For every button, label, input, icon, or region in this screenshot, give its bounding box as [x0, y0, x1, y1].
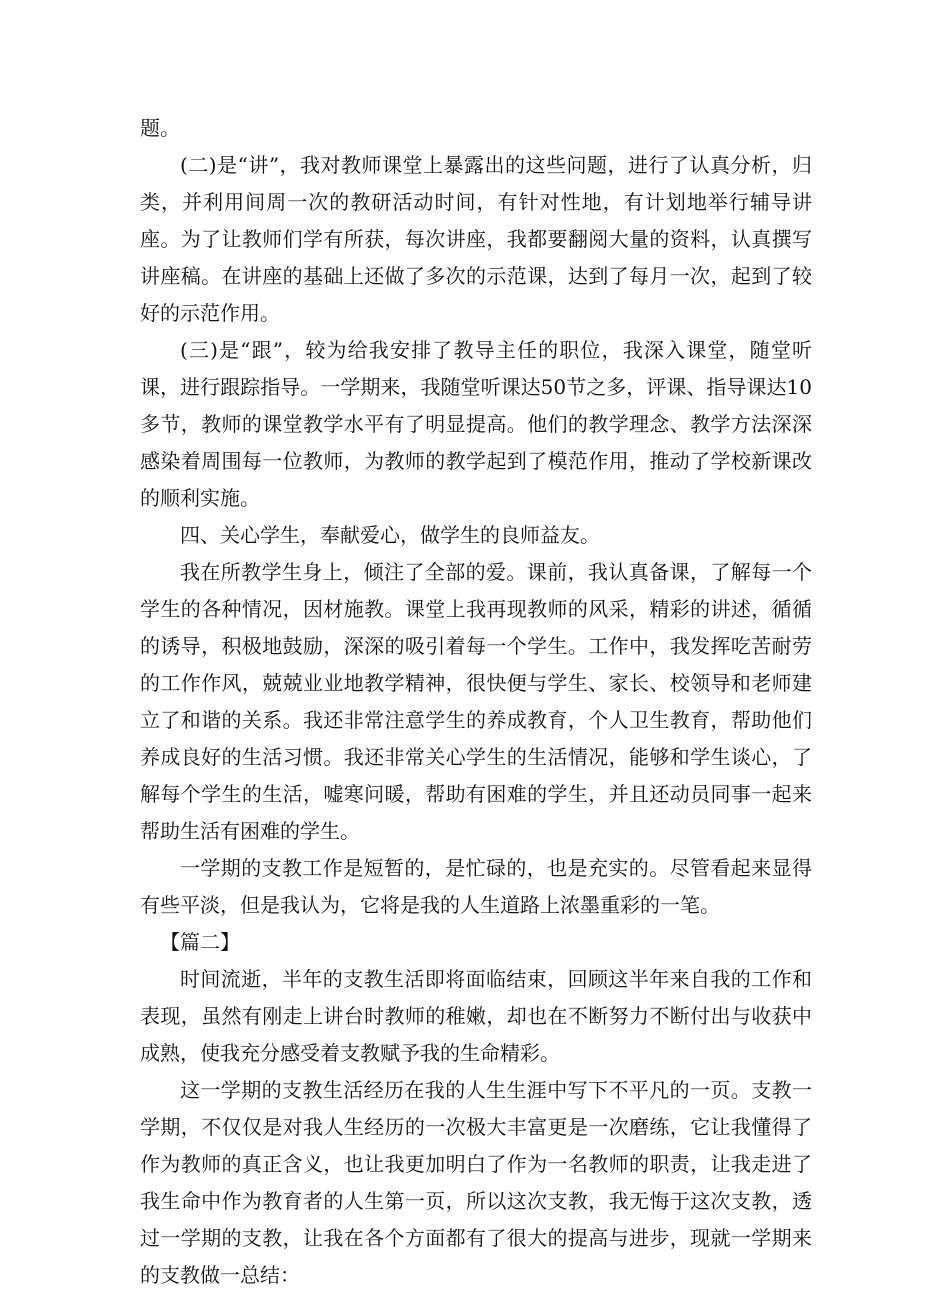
paragraph-semester-experience: 这一学期的支教生活经历在我的人生生涯中写下不平凡的一页。支教一学期，不仅仅是对我人生经历的一次极大丰富更是一次磨练，它让我懂得了作为教师的真正含义，也让我更加明白了作为一名教师的职责，让我走进了我生命中作为教育者的人生第一页，所以这次支教，我无悔于这次支教，透过一学期的支教，让我在各个方面都有了很大的提高与进步，现就一学期来的支教做一总结：: [140, 1078, 812, 1287]
section-heading-care-students: 四、关心学生，奉献爱心，做学生的良师益友。: [180, 523, 600, 547]
paragraph-love-students: 我在所教学生身上，倾注了全部的爱。课前，我认真备课，了解每一个学生的各种情况，因材施教。课堂上我再现教师的风采，精彩的讲述，循循的诱导，积极地鼓励，深深的吸引着每一个学生。工作中，我发挥吃苦耐劳的工作作风，兢兢业业地教学精神，很快便与学生、家长、校领导和老师建立了和谐的关系。我还非常注意学生的养成教育，个人卫生教育，帮助他们养成良好的生活习惯。我还非常关心学生的生活情况，能够和学生谈心，了解每个学生的生活，嘘寒问暖，帮助有困难的学生，并且还动员同事一起来帮助生活有困难的学生。: [140, 560, 812, 843]
paragraph-jiang: (二)是“讲”，我对教师课堂上暴露出的这些问题，进行了认真分析，归类，并利用间周一次的教研活动时间，有针对性地，有计划地举行辅导讲座。为了让教师们学有所获，每次讲座，我都要翻阅大量的资料，认真撰写讲座稿。在讲座的基础上还做了多次的示范课，达到了每月一次，起到了较好的示范作用。: [140, 153, 812, 325]
paragraph-semester-summary: 一学期的支教工作是短暂的，是忙碌的，也是充实的。尽管看起来显得有些平淡，但是我认为，它将是我的人生道路上浓墨重彩的一笔。: [140, 856, 812, 917]
paragraph-continuation: 题。: [140, 116, 180, 140]
document-body: [140, 110, 812, 1294]
paragraph-gen: (三)是“跟”，较为给我安排了教导主任的职位，我深入课堂，随堂听课，进行跟踪指导。一学期来，我随堂听课达50节之多，评课、指导课达10多节，教师的课堂教学水平有了明显提高。他们的教学理念、教学方法深深感染着周围每一位教师，为教师的教学起到了模范作用，推动了学校新课改的顺利实施。: [140, 338, 812, 510]
part-two-heading: 【篇二】: [160, 930, 240, 954]
paragraph-time-passes: 时间流逝，半年的支教生活即将面临结束，回顾这半年来自我的工作和表现，虽然有刚走上讲台时教师的稚嫩，却也在不断努力不断付出与收获中成熟，使我充分感受着支教赋予我的生命精彩。: [140, 967, 812, 1065]
